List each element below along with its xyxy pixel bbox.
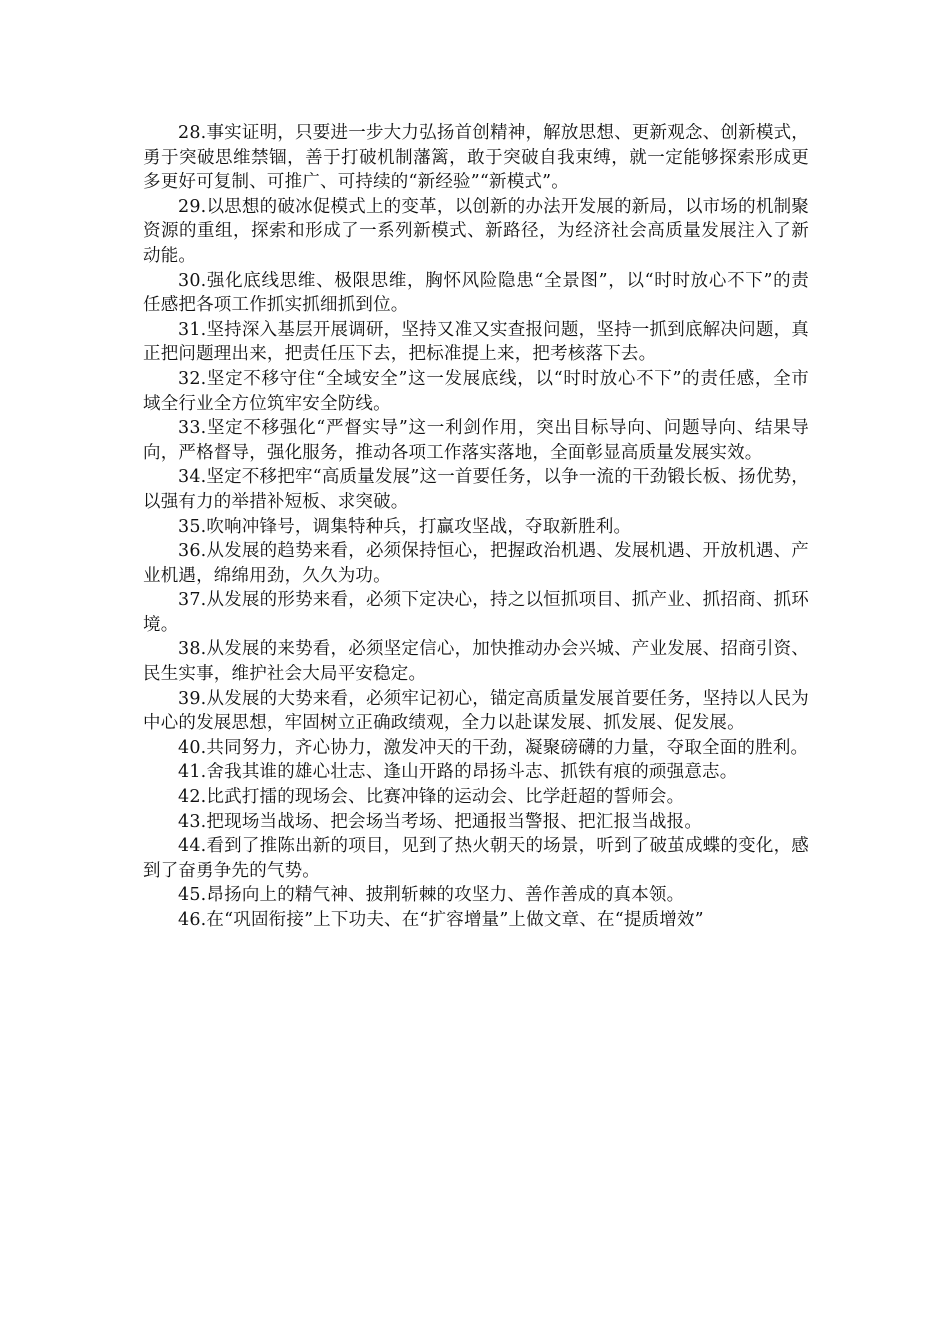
paragraph-37: 37.从发展的形势来看，必须下定决心，持之以恒抓项目、抓产业、抓招商、抓环境。 — [143, 590, 809, 635]
paragraph-38: 38.从发展的来势看，必须坚定信心，加快推动办会兴城、产业发展、招商引资、民生实事，维护社会大局平安稳定。 — [143, 639, 809, 685]
paragraph-44: 44.看到了推陈出新的项目，见到了热火朝天的场景，听到了破茧成蝶的变化，感到了奋勇争先的气势。 — [143, 836, 809, 881]
paragraph-41: 41.舍我其谁的雄心壮志、逢山开路的昂扬斗志、抓铁有痕的顽强意志。 — [178, 762, 738, 783]
paragraph-32: 32.坚定不移守住“全域安全”这一发展底线，以“时时放心不下”的责任感，全市域全行业全方位筑牢安全防线。 — [143, 368, 809, 414]
paragraph-34: 34.坚定不移把牢“高质量发展”这一首要任务，以争一流的干劲锻长板、扬优势，以强有力的举措补短板、求突破。 — [143, 467, 809, 512]
paragraph-30: 30.强化底线思维、极限思维，胸怀风险隐患“全景图”，以“时时放心不下”的责任感把各项工作抓实抓细抓到位。 — [143, 270, 809, 316]
paragraph-39: 39.从发展的大势来看，必须牢记初心，锚定高质量发展首要任务，坚持以人民为中心的发展思想，牢固树立正确政绩观，全力以赴谋发展、抓发展、促发展。 — [143, 688, 809, 734]
paragraph-45: 45.昂扬向上的精气神、披荆斩棘的攻坚力、善作善成的真本领。 — [178, 885, 685, 906]
paragraph-40: 40.共同努力，齐心协力，激发冲天的干劲，凝聚磅礴的力量，夺取全面的胜利。 — [178, 737, 809, 758]
paragraph-35: 35.吹响冲锋号，调集特种兵，打赢攻坚战，夺取新胜利。 — [178, 516, 632, 537]
paragraph-33: 33.坚定不移强化“严督实导”这一利剑作用，突出目标导向、问题导向、结果导向，严格督导，强化服务，推动各项工作落实落地，全面彰显高质量发展实效。 — [143, 418, 809, 463]
paragraph-42: 42.比武打擂的现场会、比赛冲锋的运动会、比学赶超的誓师会。 — [178, 787, 685, 808]
paragraph-29: 29.以思想的破冰促模式上的变革，以创新的办法开发展的新局，以市场的机制聚资源的重组，探索和形成了一系列新模式、新路径，为经济社会高质量发展注入了新动能。 — [143, 196, 809, 266]
paragraph-31: 31.坚持深入基层开展调研，坚持又准又实查报问题，坚持一抓到底解决问题，真正把问题理出来，把责任压下去，把标准提上来，把考核落下去。 — [143, 319, 809, 365]
paragraph-36: 36.从发展的趋势来看，必须保持恒心，把握政治机遇、发展机遇、开放机遇、产业机遇，绵绵用劲，久久为功。 — [143, 541, 809, 586]
paragraph-43: 43.把现场当战场、把会场当考场、把通报当警报、把汇报当战报。 — [178, 811, 703, 832]
paragraph-28: 28.事实证明，只要进一步大力弘扬首创精神，解放思想、更新观念、创新模式，勇于突破思维禁锢，善于打破机制藩篱，敢于突破自我束缚，就一定能够探索形成更多更好可复制、可推广、可持续的“新经验”“新模式”。 — [143, 123, 809, 193]
document-body — [143, 121, 809, 933]
paragraph-46: 46.在“巩固衔接”上下功夫、在“扩容增量”上做文章、在“提质增效” — [178, 910, 704, 930]
